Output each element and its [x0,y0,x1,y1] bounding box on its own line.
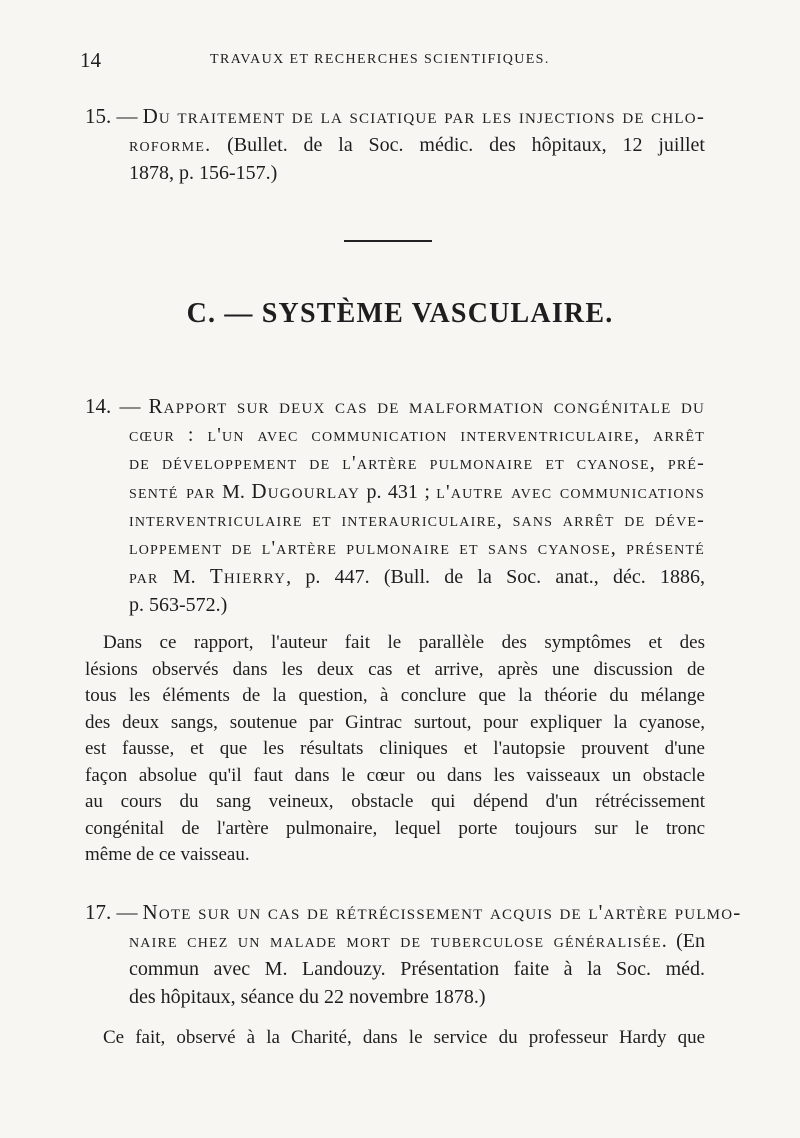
paragraph-line: lésions observés dans les deux cas et arrive, après une discussion de [85,658,705,680]
paragraph-line: congénital de l'artère pulmonaire, lequel porte toujours sur le tronc [85,817,705,839]
paragraph-line: est fausse, et que les résultats cliniques et l'autopsie prouvent d'une [85,738,705,759]
entry-line [85,392,705,421]
entry-line [85,449,705,477]
section-heading: C. — SYSTÈME VASCULAIRE. [186,298,614,329]
entry-line [85,131,705,159]
entry-line [85,898,742,927]
entry-citation: (Bullet. de la Soc. médic. des hôpitaux, 12 juillet [211,134,705,156]
entry-citation: , p. 447. (Bull. de la Soc. anat., déc. 1886, [286,566,705,588]
entry-title: Note sur un cas de rétrécissement acquis de l'artère pulmo- [142,900,742,924]
paragraph-line: tous les éléments de la question, à conclure que la théorie du mélange [85,685,705,706]
entry-line [85,421,705,449]
entry-14 [85,392,705,619]
entry-title: Rapport sur deux cas de malformation congénitale du [148,394,706,418]
author-name: Thierry [209,564,287,588]
entry-line [85,562,705,591]
entry-line [85,159,705,187]
page-number: 14 [80,48,101,72]
entry-number: 15. — [85,104,138,128]
entry-citation: des hôpitaux, séance du 22 novembre 1878.) [129,986,486,1008]
entry-15 [85,102,705,187]
entry-number: 14. — [85,394,141,418]
entry-citation: M. [215,481,252,503]
running-title: TRAVAUX ET RECHERCHES SCIENTIFIQUES. [210,52,550,67]
entry-number: 17. — [85,900,138,924]
entry-title: par [129,566,159,588]
entry-citation: (En [667,930,705,952]
entry-citation: M. [158,566,210,588]
entry-title: l'autre avec communications [436,481,705,503]
entry-line [85,506,705,534]
entry-title: roforme. [129,134,212,156]
paragraph-line: Ce fait, observé à la Charité, dans le service du professeur Hardy que [103,1027,705,1048]
entry-line [85,983,705,1011]
entry-line [85,955,705,983]
entry-line [85,534,705,562]
entry-title: de développement de l'artère pulmonaire et cyanose, pré- [129,452,705,474]
entry-citation: commun avec M. Landouzy. Présentation faite à la Soc. méd. [129,958,705,980]
entry-title: naire chez un malade mort de tuberculose généralisée. [129,930,668,952]
entry-title: loppement de l'artère pulmonaire et sans cyanose, présenté [129,537,705,559]
paragraph-line: façon absolue qu'il faut dans le cœur ou dans les vaisseaux un obstacle [85,764,705,786]
page-header [80,48,720,78]
entry-line [85,927,705,955]
entry-line [85,102,705,131]
entry-title: Du traitement de la sciatique par les injections de chlo- [142,104,706,128]
author-name: Dugourlay [251,479,361,503]
entry-title: cœur : l'un avec communication interventriculaire, arrêt [129,424,705,446]
paragraph-line: au cours du sang veineux, obstacle qui dépend d'un rétrécissement [85,791,705,812]
entry-citation: 1878, p. 156-157.) [129,162,278,184]
paragraph-line: Dans ce rapport, l'auteur fait le parallèle des symptômes et des [103,632,705,653]
entry-title: interventriculaire et interauriculaire, sans arrêt de déve- [129,509,705,531]
entry-line [85,477,705,506]
entry-line [85,591,705,619]
entry-title: senté par [129,481,216,503]
entry-citation: p. 563-572.) [129,594,228,616]
paragraph-line: des deux sangs, soutenue par Gintrac surtout, pour expliquer la cyanose, [85,711,705,733]
body-paragraph [85,630,705,869]
entry-citation: p. 431 ; [360,481,437,503]
body-paragraph [85,1025,705,1052]
paragraph-line: même de ce vaisseau. [85,844,250,865]
section-divider [344,240,432,242]
entry-17 [85,898,742,1011]
